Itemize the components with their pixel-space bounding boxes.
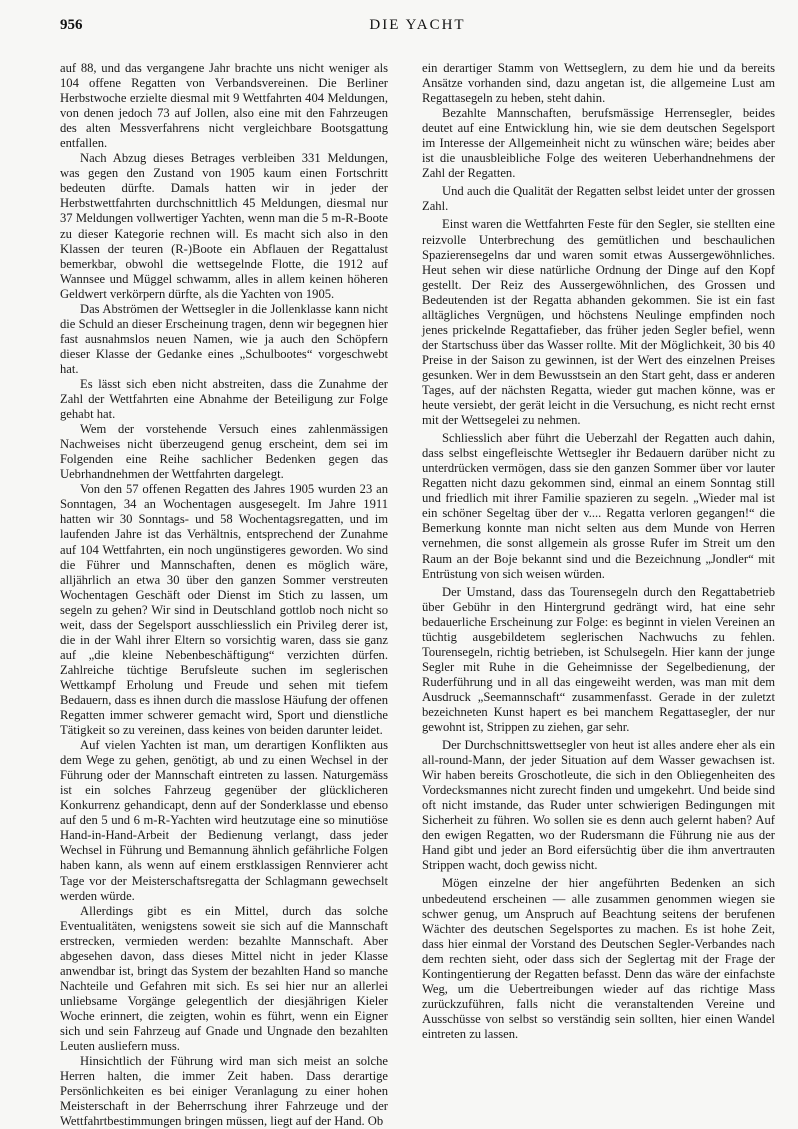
paragraph: Auf vielen Yachten ist man, um derartigen Konflikten aus dem Wege zu gehen, genötigt, ab und zu einen Wechsel in der Führung oder der Mannschaft eintreten zu lassen. Naturgemäss ist ein solches Fahrzeug gegenüber der glücklicheren Konkurrenz gehandicapt, denn auf der Sonderklasse und ebenso auf den 5 und 6 m-R-Yachten wird heutzutage eine so minutiöse Hand-in-Hand-Arbeit der Bedienung verlangt, dass jeder Wechsel in Führung und Bemannung ähnlich gefährliche Folgen haben kann, als wenn auf einem erstklassigen Rennvierer acht Tage vor der Meisterschaftsregatta der Schlagmann gewechselt werden würde.: [60, 738, 388, 903]
right-column: [422, 61, 775, 1042]
paragraph: Das Abströmen der Wettsegler in die Jollenklasse kann nicht die Schuld an dieser Erscheinung tragen, denn wir begegnen hier fast ausnahmslos neuen Namen, wie ja auch den Schöpfern dieser Klasse der Gedanke eines „Schulbootes“ vorgeschwebt hat.: [60, 301, 388, 376]
page-number: 956: [60, 17, 83, 33]
paragraph: Wem der vorstehende Versuch eines zahlenmässigen Nachweises nicht überzeugend genug erscheint, dem sei im Folgenden eine Reihe sachlicher Bedenken gegen das Uebrhandnehmen der Wettfahrten dargelegt.: [60, 422, 388, 482]
paragraph: Der Umstand, dass das Tourensegeln durch den Regattabetrieb über Gebühr in den Hintergrund gedrängt wird, hat eine sehr bedauerliche Erscheinung zur Folge: es beginnt in vielen Vereinen an tüchtig ausgebildetem seglerischen Nachwuchs zu fehlen. Tourensegeln, richtig betrieben, ist Schulsegeln. Hier kann der junge Segler mit Ruhe in die Geheimnisse der Segelbedienung, der Ruderführung und in all das eingeweiht werden, was man mit dem Ausdruck „Seemannschaft“ zusammenfasst. Gerade in der zuletzt bezeichneten Kunst hapert es bei manchem Regattasegler, der nur gewohnt ist, Strippen zu ziehen, gar sehr.: [422, 584, 775, 735]
paragraph: Einst waren die Wettfahrten Feste für den Segler, sie stellten eine reizvolle Unterbrechung des gemütlichen und beschaulichen Spazierensegelns dar und waren somit etwas Aussergewöhnliches. Heut sehen wir diese natürliche Ordnung der Dinge auf den Kopf gestellt. Der Reiz des Aussergewöhnlichen, des Grossen und Bedeutenden ist der Regatta abhanden gekommen. Sie ist ein fast alltägliches Vergnügen, und höchstens Neulinge empfinden noch jenes prickelnde Regattafieber, das früher jeden Segler befiel, wenn der Startschuss über das Wasser rollte. Mit der Möglichkeit, 30 bis 40 Preise in der Saison zu gewinnen, ist der Wert des einzelnen Preises gesunken. Wer in dem Bewusstsein an den Start geht, dass er anderen Tages, auf der nächsten Regatta, wieder gut machen könne, was er heute versiebt, der gerät leicht in die Versuchung, es nicht recht ernst mit der Wettsegelei zu nehmen.: [422, 217, 775, 428]
paragraph: Hinsichtlich der Führung wird man sich meist an solche Herren halten, die immer Zeit haben. Dass derartige Persönlichkeiten es bei einiger Veranlagung zu einer hohen Meisterschaft in der Beherrschung ihrer Fahrzeuge und der Wettfahrtbestimmungen bringen müssen, liegt auf der Hand. Ob: [60, 1054, 388, 1129]
paragraph: Der Durchschnittswettsegler von heut ist alles andere eher als ein all-round-Mann, der jeder Situation auf dem Wasser gewachsen ist. Wir haben bereits Groschotleute, die sich in den Obliegenheiten des Vordecksmannes nicht zurecht finden und umgekehrt. Und beide sind oft nicht imstande, das Ruder unter schwierigen Bedingungen mit Sicherheit zu führen. Wo sollen sie es denn auch gelernt haben? Auf den ewigen Regatten, wo der Rudersmann die Führung nie aus der Hand gibt und jeder an Bord eifersüchtig über die ihm anvertrauten Strippen wacht, doch gewiss nicht.: [422, 738, 775, 873]
paragraph: Allerdings gibt es ein Mittel, durch das solche Eventualitäten, wenigstens soweit sie sich auf die Mannschaft erstrecken, vermieden werden: bezahlte Mannschaft. Aber abgesehen davon, dass dieses Mittel nicht in jeder Klasse anwendbar ist, bringt das System der bezahlten Hand so manche Nachteile und Gefahren mit sich. Es sei hier nur an allerlei unliebsame Vorgänge gelegentlich der diesjährigen Kieler Woche erinnert, die zeigten, wohin es führt, wenn ein Eigner sich und sein Fahrzeug auf Gnade und Ungnade den bezahlten Leuten ausliefern muss.: [60, 903, 388, 1054]
left-column: [60, 61, 388, 1129]
paragraph: Mögen einzelne der hier angeführten Bedenken an sich unbedeutend erscheinen — alle zusammen genommen wiegen sie schwer genug, um Anspruch auf Beachtung seitens der berufenen Wächter des deutschen Segelsportes zu machen. Es ist hohe Zeit, dass hier einmal der Vorstand des Deutschen Segler-Verbandes nach dem rechten sieht, oder dass sich der Seglertag mit der Frage der Kontingentierung der Regatten befasst. Denn das wäre der einfachste Weg, um die Uebertreibungen wieder auf das richtige Mass zurückzuführen, falls nicht die veranstaltenden Vereine und Ausschüsse von selbst so verständig sein sollten, hier einen Wandel eintreten zu lassen.: [422, 876, 775, 1041]
paragraph: Schliesslich aber führt die Ueberzahl der Regatten auch dahin, dass selbst eingefleischte Wettsegler ihr Bedauern darüber nicht zu unterdrücken vermögen, dass sie den ganzen Sommer über vor lauter Regatten nicht dazu gekommen sind, einmal an einem Sonntag still und friedlich mit ihrer Familie spazieren zu segeln. „Wieder mal ist ein schöner Segeltag über der v.... Regatta verloren gegangen!“ die Bemerkung konnte man nicht selten aus dem Munde von Herren vernehmen, die sonst allgemein als grosse Rufer im Streit um den Raum an der Boje bekannt sind und die Bezeichnung „Jondler“ mit Entrüstung von sich weisen würden.: [422, 431, 775, 581]
paragraph: Bezahlte Mannschaften, berufsmässige Herrensegler, beides deutet auf eine Entwicklung hin, wie sie dem deutschen Segelsport im Interesse der Allgemeinheit nicht zu wünschen wäre; beides aber ist die unausbleibliche Folge des weiteren Ueberhandnehmens der Zahl der Regatten.: [422, 106, 775, 181]
paragraph: Es lässt sich eben nicht abstreiten, dass die Zunahme der Zahl der Wettfahrten eine Abnahme der Beteiligung zur Folge gehabt hat.: [60, 376, 388, 422]
journal-title: DIE YACHT: [369, 17, 466, 33]
paragraph: Und auch die Qualität der Regatten selbst leidet unter der grossen Zahl.: [422, 184, 775, 214]
paragraph: Von den 57 offenen Regatten des Jahres 1905 wurden 23 an Sonntagen, 34 an Wochentagen ausgesegelt. Im Jahre 1911 hatten wir 30 Sonntags- und 58 Wochentagsregatten, und im laufenden Jahre ist das Verhältnis, entsprechend der Zunahme auf 104 Wettfahrten, ein noch ungünstigeres geworden. Wo sind die Führer und Mannschaften, denen es möglich wäre, alljährlich an etwa 30 über den ganzen Sommer verstreuten Wochentagen Geschäft oder Dienst im Stich zu lassen, um segeln zu gehen? Wir sind in Deutschland gottlob noch nicht so weit, dass der Segelsport ausschliesslich ein Privileg derer ist, die in der Wahl ihrer Eltern so vorsichtig waren, dass sie ganz auf „die kleine Nebenbeschäftigung“ verzichten dürfen. Zahlreiche tüchtige Berufsleute suchen im seglerischen Wettkampf Erholung und Freude und sehen mit tiefem Bedauern, dass es ihnen durch die masslose Häufung der offenen Regatten immer schwerer gemacht wird, Sport und dienstliche Tätigkeit so zu vereinen, dass keines von beiden darunter leidet.: [60, 482, 388, 738]
paragraph: auf 88, und das vergangene Jahr brachte uns nicht weniger als 104 offene Regatten von Verbandsvereinen. Die Berliner Herbstwoche erzielte diesmal mit 9 Wettfahrten 404 Meldungen, von denen jedoch 73 auf Jollen, also eine mit den Fahrzeugen des alten Messverfahrens nicht vergleichbare Bootsgattung entfallen.: [60, 61, 388, 151]
paragraph: ein derartiger Stamm von Wettseglern, zu dem hie und da bereits Ansätze vorhanden sind, dazu angetan ist, die allgemeine Lust am Regattasegeln zu heben, steht dahin.: [422, 61, 775, 106]
paragraph: Nach Abzug dieses Betrages verbleiben 331 Meldungen, was gegen den Zustand von 1905 kaum einen Fortschritt bedeuten dürfte. Damals hatten wir in jeder der Herbstwettfahrten durchschnittlich 45 Meldungen, diesmal nur 37 Meldungen vollwertiger Yachten, wenn man die 5 m-R-Boote zu dieser Kategorie rechnen will. Es macht sich also in den Klassen der teuren (R-)Boote ein Abflauen der Regattalust bemerkbar, obwohl die wettsegelnde Flotte, die 1912 auf Wannsee und Müggel schwamm, alles in allem keinen höheren Geldwert verkörpern dürfte, als die Yachten von 1905.: [60, 151, 388, 301]
running-header: [60, 17, 775, 41]
